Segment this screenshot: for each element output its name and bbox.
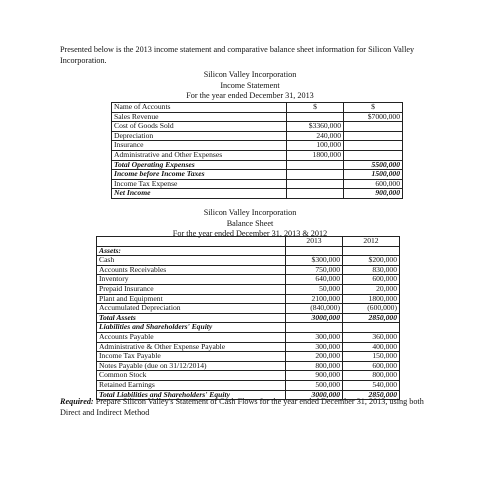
- amount-cell: 400,000: [343, 342, 400, 352]
- account-name: Total Assets: [97, 313, 286, 323]
- table-row: [97, 304, 400, 314]
- table-row: [112, 170, 403, 180]
- amount-cell: 150,000: [343, 352, 400, 362]
- table-row: [97, 332, 400, 342]
- table-row: [112, 131, 403, 141]
- amount-cell: $200,000: [343, 256, 400, 266]
- is-header-cell: Name of Accounts: [112, 103, 287, 113]
- required-text: Prepare Silicon Valley's Statement of Cash Flows for the year ended December 31, 2013, using both Direct and Indirect Method: [60, 397, 424, 417]
- table-row: [97, 265, 400, 275]
- table-row: [97, 256, 400, 266]
- amount-cell: 600,000: [343, 275, 400, 285]
- balance-sheet-table: [96, 236, 400, 400]
- amount-cell: (600,000): [343, 304, 400, 314]
- amount-cell: 200,000: [286, 352, 343, 362]
- is-title: Income Statement: [220, 80, 280, 90]
- account-name: Accumulated Depreciation: [97, 304, 286, 314]
- amount-cell: [287, 170, 344, 180]
- amount-cell: 360,000: [343, 332, 400, 342]
- account-name: Assets:: [97, 246, 286, 256]
- bs-header-cell: 2013: [286, 237, 343, 247]
- is-period: For the year ended December 31, 2013: [186, 91, 314, 100]
- amount-cell: 20,000: [343, 284, 400, 294]
- table-row: [97, 246, 400, 256]
- balance-sheet-heading: [90, 208, 410, 240]
- amount-cell: 240,000: [287, 131, 344, 141]
- account-name: Total Liabilities and Shareholders' Equity: [97, 390, 286, 400]
- bs-header-cell: [97, 237, 286, 247]
- income-statement-table: [111, 102, 403, 199]
- amount-cell: 830,000: [343, 265, 400, 275]
- account-name: Income before Income Taxes: [112, 170, 287, 180]
- required-label: Required:: [60, 397, 94, 406]
- account-name: Income Tax Payable: [97, 352, 286, 362]
- is-header-row: [112, 103, 403, 113]
- is-header-cell: $: [344, 103, 403, 113]
- amount-cell: 600,000: [344, 179, 403, 189]
- account-name: Plant and Equipment: [97, 294, 286, 304]
- amount-cell: 1800,000: [343, 294, 400, 304]
- amount-cell: 3000,000: [286, 313, 343, 323]
- account-name: Accounts Payable: [97, 332, 286, 342]
- amount-cell: 900,000: [286, 371, 343, 381]
- account-name: Notes Payable (due on 31/12/2014): [97, 361, 286, 371]
- amount-cell: [287, 189, 344, 199]
- bs-header-cell: 2012: [343, 237, 400, 247]
- table-row: [97, 380, 400, 390]
- amount-cell: 2850,000: [343, 390, 400, 400]
- amount-cell: (840,000): [286, 304, 343, 314]
- amount-cell: $3360,000: [287, 122, 344, 132]
- amount-cell: 800,000: [343, 371, 400, 381]
- account-name: Income Tax Expense: [112, 179, 287, 189]
- amount-cell: 3000,000: [286, 390, 343, 400]
- amount-cell: 750,000: [286, 265, 343, 275]
- amount-cell: 1800,000: [287, 150, 344, 160]
- account-name: Net Income: [112, 189, 287, 199]
- amount-cell: [344, 122, 403, 132]
- amount-cell: [287, 160, 344, 170]
- is-header-cell: $: [287, 103, 344, 113]
- account-name: Common Stock: [97, 371, 286, 381]
- account-name: Insurance: [112, 141, 287, 151]
- account-name: Administrative & Other Expense Payable: [97, 342, 286, 352]
- amount-cell: [344, 131, 403, 141]
- amount-cell: $7000,000: [344, 112, 403, 122]
- table-row: [112, 189, 403, 199]
- table-row: [97, 284, 400, 294]
- amount-cell: 300,000: [286, 332, 343, 342]
- amount-cell: 50,000: [286, 284, 343, 294]
- amount-cell: 540,000: [343, 380, 400, 390]
- account-name: Inventory: [97, 275, 286, 285]
- table-row: [97, 371, 400, 381]
- amount-cell: $300,000: [286, 256, 343, 266]
- table-row: [112, 122, 403, 132]
- bs-company: Silicon Valley Incorporation: [203, 208, 297, 217]
- amount-cell: 640,000: [286, 275, 343, 285]
- amount-cell: 5500,000: [344, 160, 403, 170]
- intro-paragraph: Presented below is the 2013 income statement and comparative balance sheet information for Silicon Valley Incorporation.: [60, 45, 415, 65]
- bs-title: Balance Sheet: [226, 218, 274, 228]
- account-name: Depreciation: [112, 131, 287, 141]
- table-row: [112, 150, 403, 160]
- required-paragraph: [60, 396, 445, 418]
- amount-cell: 1500,000: [344, 170, 403, 180]
- amount-cell: 800,000: [286, 361, 343, 371]
- bs-header-row: [97, 237, 400, 247]
- account-name: Total Operating Expenses: [112, 160, 287, 170]
- is-company: Silicon Valley Incorporation: [203, 70, 297, 79]
- amount-cell: [287, 179, 344, 189]
- amount-cell: [286, 323, 343, 333]
- amount-cell: 300,000: [286, 342, 343, 352]
- account-name: Accounts Receivables: [97, 265, 286, 275]
- amount-cell: 2850,000: [343, 313, 400, 323]
- amount-cell: [343, 323, 400, 333]
- income-statement-heading: [110, 70, 390, 102]
- table-row: [97, 323, 400, 333]
- amount-cell: 2100,000: [286, 294, 343, 304]
- amount-cell: 600,000: [343, 361, 400, 371]
- account-name: Administrative and Other Expenses: [112, 150, 287, 160]
- table-row: [97, 352, 400, 362]
- amount-cell: 900,000: [344, 189, 403, 199]
- amount-cell: [344, 141, 403, 151]
- account-name: Sales Revenue: [112, 112, 287, 122]
- account-name: Prepaid Insurance: [97, 284, 286, 294]
- table-row: [112, 179, 403, 189]
- account-name: Liabilities and Shareholders' Equity: [97, 323, 286, 333]
- amount-cell: [344, 150, 403, 160]
- account-name: Retained Earnings: [97, 380, 286, 390]
- account-name: Cash: [97, 256, 286, 266]
- amount-cell: 100,000: [287, 141, 344, 151]
- amount-cell: 500,000: [286, 380, 343, 390]
- bs-period: For the year ended December 31, 2013 & 2012: [172, 229, 328, 238]
- account-name: Cost of Goods Sold: [112, 122, 287, 132]
